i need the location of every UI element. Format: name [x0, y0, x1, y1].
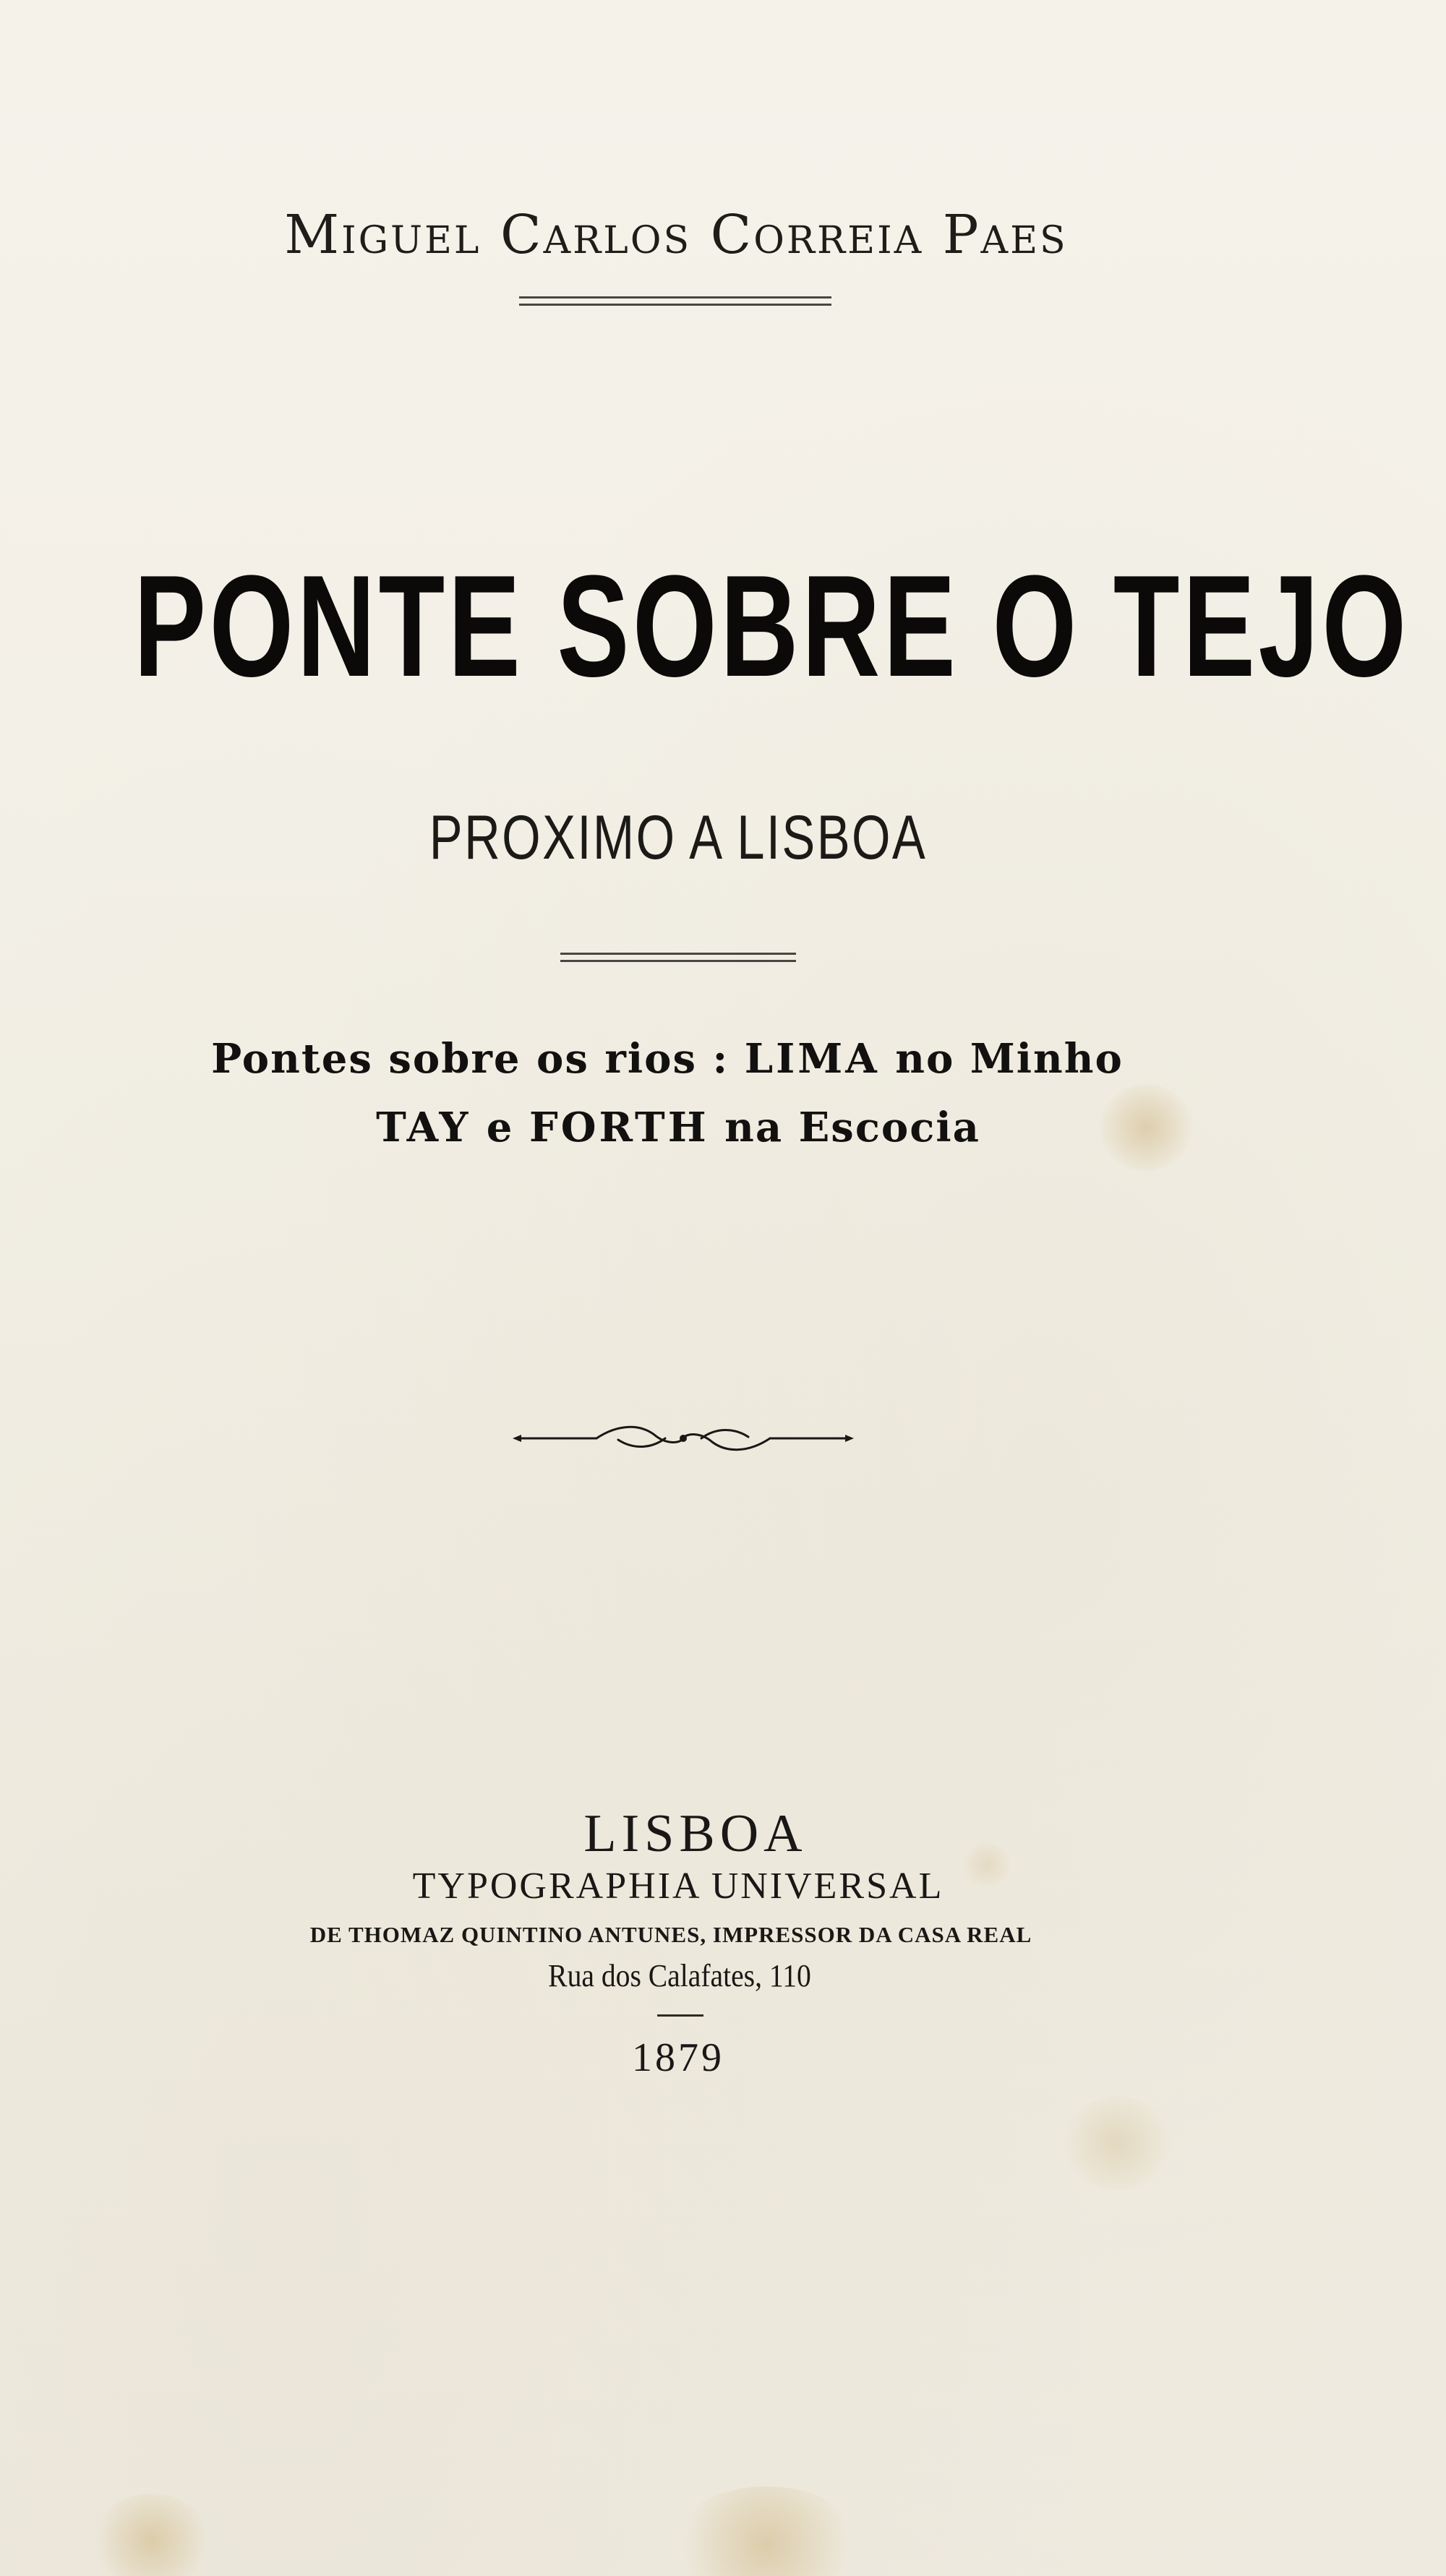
imprint-street: Rua dos Calafates, 110 — [548, 1958, 811, 1993]
rivers-line-2 — [0, 1104, 1401, 1151]
rivers-line-1-prefix: Pontes sobre os rios : — [211, 1035, 745, 1083]
rivers-line-1 — [0, 1035, 1390, 1083]
double-rule-divider — [560, 953, 796, 962]
imprint-press: TYPOGRAPHIA UNIVERSAL — [412, 1866, 944, 1907]
river-name-lima: LIMA — [744, 1035, 880, 1083]
river-name-tay: TAY — [376, 1104, 471, 1151]
imprint-city: LISBOA — [583, 1804, 808, 1863]
scroll-flourish-icon — [510, 1417, 857, 1460]
author-name: Miguel Carlos Correia Paes — [284, 204, 1068, 266]
paper-stain — [94, 2494, 210, 2576]
rivers-line-2-joiner: e — [471, 1104, 529, 1151]
book-subtitle: PROXIMO A LISBOA — [429, 803, 928, 872]
book-title: PONTE SOBRE O TEJO — [134, 546, 1410, 707]
imprint-year: 1879 — [632, 2035, 724, 2080]
paper-stain — [1063, 2096, 1171, 2190]
paper-stain — [672, 2486, 860, 2576]
rivers-line-2-suffix: na Escocia — [709, 1104, 980, 1151]
double-rule-divider — [519, 296, 831, 306]
rivers-line-1-suffix: no Minho — [879, 1035, 1124, 1083]
river-name-forth: FORTH — [529, 1104, 709, 1151]
short-rule-divider — [657, 2014, 703, 2017]
imprint-printer: DE THOMAZ QUINTINO ANTUNES, IMPRESSOR DA CASA REAL — [309, 1922, 1032, 1947]
